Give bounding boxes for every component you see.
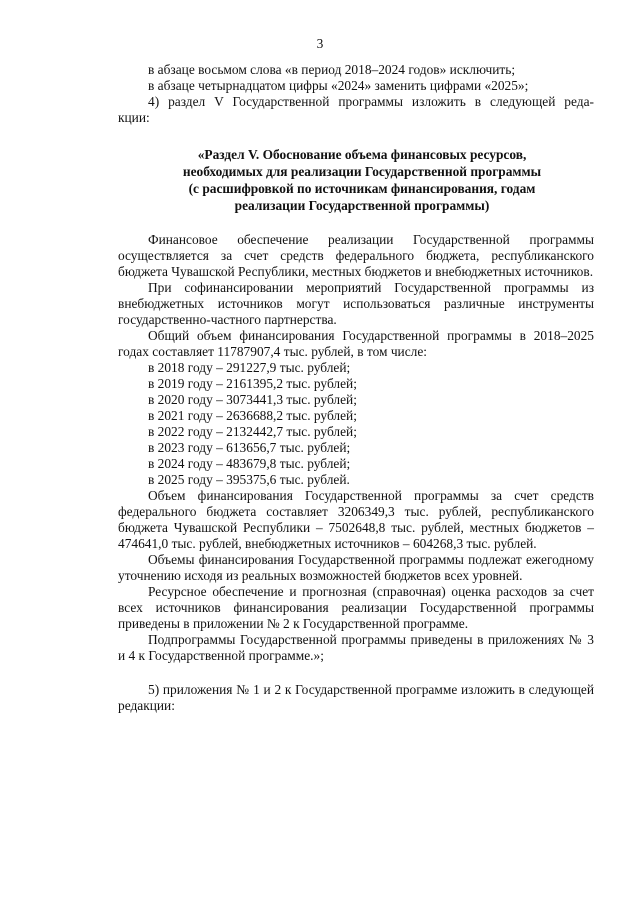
amendment-line: кции:: [118, 110, 150, 125]
paragraph: Ресурсное обеспечение и прогнозная (справочная) оценка расходов за счет всех источников финансирования реализации Государственной программы приведены в приложении № 2 к Государственной программе.: [118, 584, 594, 631]
paragraph: При софинансировании мероприятий Государственной программы из внебюджетных источников могут использоваться различные инструменты государственно-частного партнерства.: [118, 280, 594, 327]
heading-line: «Раздел V. Обоснование объема финансовых ресурсов,: [197, 147, 527, 162]
heading-line: реализации Государственной программы): [234, 198, 490, 213]
year-item: в 2024 году – 483679,8 тыс. рублей;: [148, 456, 351, 471]
document-body: [118, 62, 594, 714]
paragraph: Объем финансирования Государственной программы за счет средств федерального бюджета составляет 3206349,3 тыс. рублей, республиканского бюджета Чувашской Республики – 7502648,8 тыс. рублей, местных бюджетов – 474641,0 тыс. рублей, внебюджетных источников – 604268,3 тыс. рублей.: [118, 488, 594, 551]
paragraph: Подпрограммы Государственной программы приведены в приложениях № 3 и 4 к Государственной программе.»;: [118, 632, 594, 663]
paragraph: Финансовое обеспечение реализации Государственной программы осуществляется за счет средств федерального бюджета, республиканского бюджета Чувашской Республики, местных бюджетов и внебюджетных источников.: [118, 232, 594, 279]
year-item: в 2020 году – 3073441,3 тыс. рублей;: [148, 392, 357, 407]
heading-line: необходимых для реализации Государственной программы: [182, 164, 542, 179]
year-item: в 2025 году – 395375,6 тыс. рублей.: [148, 472, 350, 487]
year-item: в 2021 году – 2636688,2 тыс. рублей;: [148, 408, 357, 423]
amendment-line: в абзаце восьмом слова «в период 2018–2024 годов» исключить;: [148, 62, 516, 77]
year-item: в 2023 году – 613656,7 тыс. рублей;: [148, 440, 351, 455]
amendment-line: в абзаце четырнадцатом цифры «2024» заменить цифрами «2025»;: [148, 78, 529, 93]
paragraph: Объемы финансирования Государственной программы подлежат ежегодному уточнению исходя из реальных возможностей бюджетов всех уровней.: [118, 552, 594, 583]
page-number: 3: [316, 36, 324, 51]
year-list: [118, 360, 594, 488]
year-item: в 2022 году – 2132442,7 тыс. рублей;: [148, 424, 357, 439]
heading-line: (с расшифровкой по источникам финансирования, годам: [188, 181, 536, 196]
paragraph: Общий объем финансирования Государственной программы в 2018–2025 годах составляет 11787907,4 тыс. рублей, в том числе:: [118, 328, 594, 359]
paragraph: 5) приложения № 1 и 2 к Государственной программе изложить в следующей редакции:: [118, 682, 594, 713]
year-item: в 2019 году – 2161395,2 тыс. рублей;: [148, 376, 357, 391]
amendment-line: 4) раздел V Государственной программы изложить в следующей реда-: [148, 94, 594, 109]
section-heading: [118, 146, 594, 214]
year-item: в 2018 году – 291227,9 тыс. рублей;: [148, 360, 351, 375]
